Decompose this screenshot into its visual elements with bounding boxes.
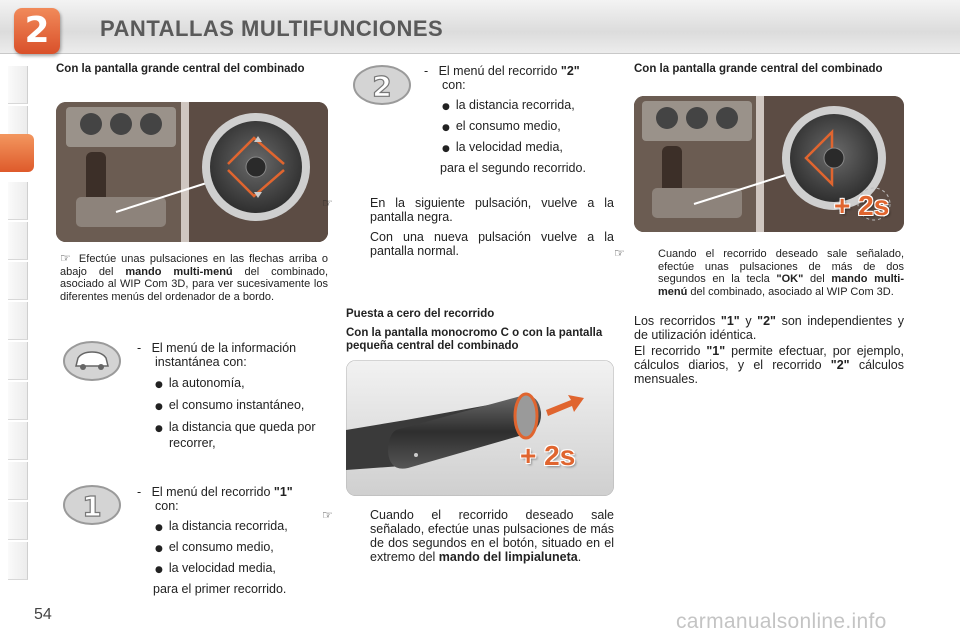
p1-text: Los recorridos	[634, 314, 716, 328]
p1-number: "2"	[757, 314, 776, 328]
chapter-tab-active[interactable]	[0, 134, 34, 172]
p2-text-end: cálculos mensuales.	[634, 358, 904, 386]
trip1-number: "1"	[273, 485, 293, 499]
right-text-mid: del	[810, 273, 825, 285]
right-text-end: del combinado, asociado al WIP Com 3D.	[690, 285, 894, 298]
svg-text:2: 2	[372, 70, 392, 103]
page-number: 54	[34, 606, 52, 623]
right-instruction	[614, 246, 905, 298]
trip1-item: la velocidad media,	[168, 561, 276, 575]
reset-instruction	[322, 508, 614, 564]
again-press-text: Con una nueva pulsación vuelve a la pantalla normal.	[370, 230, 614, 258]
trip1-item: la distancia recorrida,	[168, 519, 288, 533]
p2-text-mid: permite efectuar, por ejemplo, cálculos diarios, y el recorrido	[634, 344, 904, 372]
trip1-lead: El menú del recorrido	[151, 485, 271, 499]
trip1-tail: para el primer recorrido.	[153, 582, 287, 596]
chapter-tab[interactable]	[8, 542, 28, 580]
cockpit-photo-right	[634, 96, 904, 232]
info-menu-item: la autonomía,	[168, 376, 245, 390]
svg-text:1: 1	[82, 490, 102, 523]
trip2-lead: El menú del recorrido	[438, 64, 558, 78]
left-instruction	[60, 252, 328, 303]
chapter-tabs	[0, 58, 34, 578]
trip1-lead-end: con:	[155, 499, 179, 513]
reset-section	[346, 308, 614, 353]
instruction-text: Efectúe unas pulsaciones en las flechas arriba o abajo del	[60, 253, 328, 278]
trip-independence-paragraph	[634, 314, 904, 342]
chapter-tab[interactable]	[8, 422, 28, 460]
instruction-bold: mando multi-menú	[125, 265, 233, 278]
trip2-item: la distancia recorrida,	[455, 98, 575, 112]
cockpit-photo-left	[56, 102, 328, 242]
trip-2-icon	[352, 64, 412, 106]
chapter-tab[interactable]	[8, 342, 28, 380]
chapter-number-badge: 2	[14, 8, 60, 54]
trip-usage-paragraph	[634, 344, 904, 386]
car-icon	[62, 340, 122, 382]
next-press-text: En la siguiente pulsación, vuelve a la pantalla negra.	[370, 196, 614, 224]
p1-text-end: son independientes y de utilización idéntica.	[634, 314, 904, 342]
p2-number: "1"	[706, 344, 726, 358]
trip-2-menu-block: - El menú del recorrido "2" con: ● la distancia recorrida, ● el consumo medio, ● la velocidad media, para el segundo recorrido.	[424, 64, 619, 175]
trip1-item: el consumo medio,	[168, 540, 274, 554]
trip2-number: "2"	[560, 64, 580, 78]
reset-subheading: Con la pantalla monocromo C o con la pantalla pequeña central del combinado	[346, 327, 603, 352]
instruction-text-end: del combinado, asociado al WIP Com 3D, para ver sucesivamente los diferentes menús del ordenador de a bordo.	[60, 265, 328, 303]
info-menu-item: la distancia que queda por recorrer,	[168, 420, 316, 450]
page-title: PANTALLAS MULTIFUNCIONES	[100, 16, 444, 41]
right-text: Cuando el recorrido deseado sale señalado, efectúe unas pulsaciones de más de dos segundos en la tecla	[658, 248, 904, 285]
p2-number: "2"	[830, 358, 850, 372]
left-heading: Con la pantalla grande central del combinado	[56, 63, 305, 75]
pointing-finger-icon: ☞	[614, 246, 625, 260]
trip-1-icon	[62, 484, 122, 526]
chapter-tab[interactable]	[8, 462, 28, 500]
wiper-stalk-illustration	[346, 360, 614, 496]
pointing-finger-icon: ☞	[322, 508, 333, 522]
chapter-tab[interactable]	[8, 66, 28, 104]
p2-text: El recorrido	[634, 344, 701, 358]
trip-1-menu-block: - El menú del recorrido "1" con: ● la distancia recorrida, ● el consumo medio, ● la velocidad media, para el primer recorrido.	[137, 485, 332, 596]
trip2-lead-end: con:	[442, 78, 466, 92]
chapter-tab[interactable]	[8, 182, 28, 220]
info-menu-lead: El menú de la información instantánea con:	[151, 341, 297, 369]
info-menu-block: - El menú de la información instantánea con: ● la autonomía, ● el consumo instantáneo, ● la distancia que queda por recorrer,	[137, 341, 316, 450]
chapter-tab[interactable]	[8, 302, 28, 340]
watermark: carmanualsonline.info	[676, 610, 887, 633]
p1-and: y	[745, 314, 752, 328]
reset-text: Cuando el recorrido deseado sale señalado, efectúe unas pulsaciones de más de dos segundos en el botón, situado en el extremo del	[370, 508, 614, 564]
reset-text-bold: mando del limpialuneta	[438, 550, 578, 564]
hold-2s-badge: + 2s	[834, 190, 890, 221]
right-text-bold: mando multi-menú	[658, 273, 905, 298]
ok-key-label: "OK"	[776, 273, 804, 285]
trip2-item: el consumo medio,	[455, 119, 561, 133]
info-menu-item: el consumo instantáneo,	[168, 398, 305, 412]
chapter-tab[interactable]	[8, 382, 28, 420]
reset-heading: Puesta a cero del recorrido	[346, 308, 495, 320]
hold-2s-badge: + 2s	[520, 440, 576, 471]
pointing-finger-icon: ☞	[60, 251, 71, 265]
next-press-block	[322, 196, 614, 258]
trip2-item: la velocidad media,	[455, 140, 563, 154]
trip2-tail: para el segundo recorrido.	[440, 161, 586, 175]
chapter-tab[interactable]	[8, 502, 28, 540]
chapter-tab[interactable]	[8, 222, 28, 260]
p1-number: "1"	[720, 314, 740, 328]
reset-text-end: .	[577, 550, 582, 564]
chapter-tab[interactable]	[8, 262, 28, 300]
right-heading: Con la pantalla grande central del combinado	[634, 63, 883, 75]
pointing-finger-icon: ☞	[322, 196, 333, 210]
